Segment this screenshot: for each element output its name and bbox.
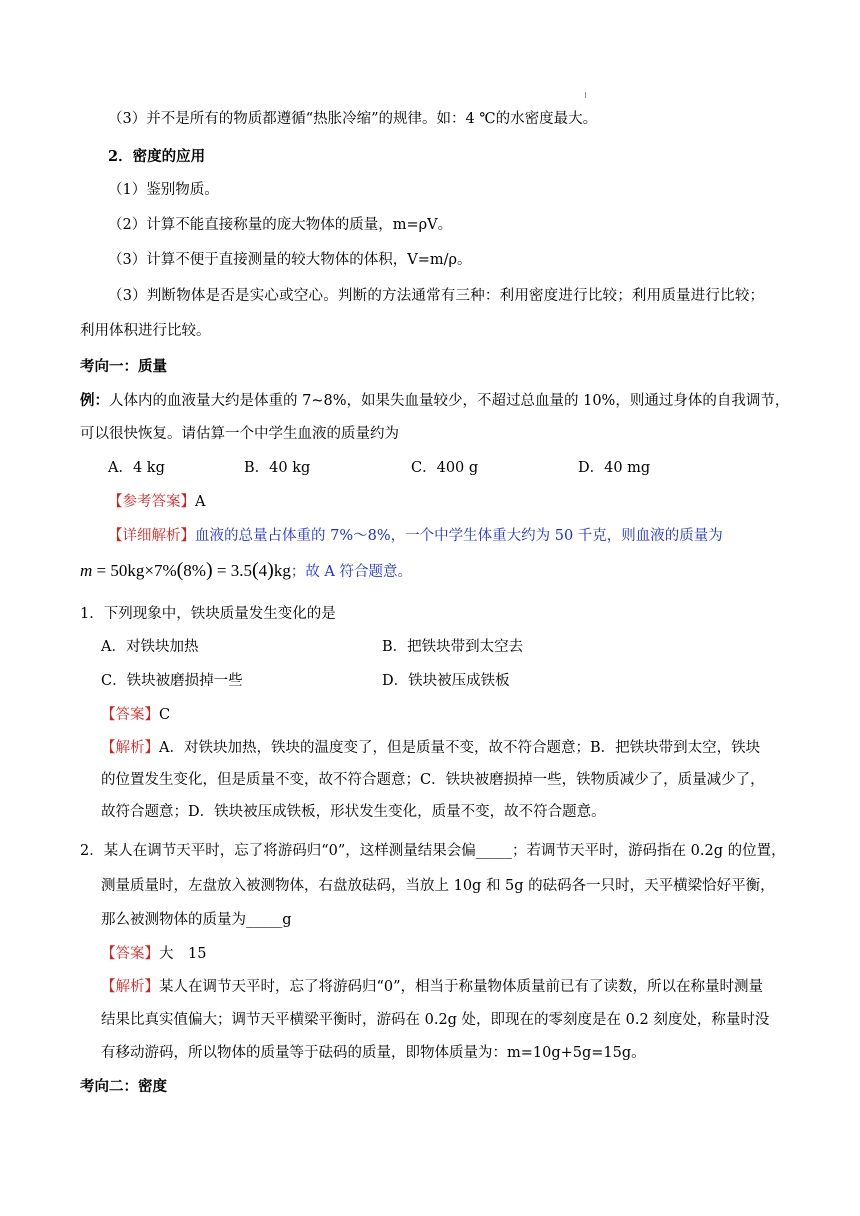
question-2-analysis-line-1 xyxy=(101,977,763,997)
question-1-stem: 1．下列现象中，铁块质量发生变化的是 xyxy=(80,606,336,622)
margin-mark xyxy=(585,92,586,98)
formula-tail: ；故 A 符合题意。 xyxy=(290,564,413,580)
thermal-note: （3）并不是所有的物质都遵循“热胀冷缩”的规律。如：4 ℃的水密度最大。 xyxy=(108,111,598,127)
question-1-analysis-line-2: 的位置发生变化，但是质量不变，故不符合题意；C．铁块被磨损掉一些，铁物质减少了，质量减少了， xyxy=(101,772,765,788)
application-item-1: （1）鉴别物质。 xyxy=(108,182,219,198)
example-option-a: A．4 kg xyxy=(108,460,165,476)
question-2-analysis-line-3: 有移动游码，所以物体的质量等于砝码的质量，即物体质量为：m=10g+5g=15g。 xyxy=(101,1045,646,1061)
example-label: 例： xyxy=(80,392,109,409)
question-2-analysis-line-2: 结果比真实值偏大；调节天平横梁平衡时，游码在 0.2g 处，即现在的零刻度是在 0.2 刻度处，称量时没 xyxy=(101,1012,770,1028)
question-2-stem-line-1: 2．某人在调节天平时，忘了将游码归“0”，这样测量结果会偏_____；若调节天平时，游码指在 0.2g 的位置， xyxy=(80,843,786,859)
detailed-analysis-line-1 xyxy=(108,526,723,546)
question-1-option-d: D．铁块被压成铁板 xyxy=(382,673,510,689)
reference-answer xyxy=(108,492,205,512)
question-1-option-c: C．铁块被磨损掉一些 xyxy=(101,673,243,689)
question-2-analysis-text-1: 某人在调节天平时，忘了将游码归“0”，相当于称量物体质量前已有了读数，所以在称量时测量 xyxy=(159,979,764,995)
reference-answer-label: 【参考答案】 xyxy=(108,494,195,510)
detailed-analysis-formula-line xyxy=(80,560,412,582)
question-1-analysis-text-1: A．对铁块加热，铁块的温度变了，但是质量不变，故不符合题意；B．把铁块带到太空，铁块 xyxy=(159,740,761,756)
section-heading-density-applications: 2．密度的应用 xyxy=(108,148,206,165)
question-1-option-a: A．对铁块加热 xyxy=(101,639,199,655)
topic-title-density: 考向二：密度 xyxy=(80,1078,167,1095)
question-1-answer xyxy=(101,705,170,725)
example-line-1 xyxy=(80,391,789,411)
application-item-4-line2: 利用体积进行比较。 xyxy=(80,323,211,339)
question-2-answer-label: 【答案】 xyxy=(101,946,159,962)
application-item-3: （3）计算不便于直接测量的较大物体的体积，V=m/ρ。 xyxy=(108,252,472,268)
question-1-answer-value: C xyxy=(159,707,171,723)
question-2-answer-value: 大 15 xyxy=(159,946,207,962)
detailed-analysis-label: 【详细解析】 xyxy=(108,528,195,544)
question-2-analysis-label: 【解析】 xyxy=(101,979,159,995)
example-line-2: 可以很快恢复。请估算一个中学生血液的质量约为 xyxy=(80,426,399,442)
application-item-4-line1: （3）判断物体是否是实心或空心。判断的方法通常有三种：利用密度进行比较；利用质量进行比较； xyxy=(108,288,765,304)
question-1-analysis-label: 【解析】 xyxy=(101,740,159,756)
detailed-analysis-text: 血液的总量占体重的 7%～8%，一个中学生体重大约为 50 千克，则血液的质量为 xyxy=(195,528,723,544)
question-1-analysis-line-1 xyxy=(101,738,760,758)
question-1-answer-label: 【答案】 xyxy=(101,707,159,723)
example-text-1: 人体内的血液量大约是体重的 7~8%，如果失血量较少，不超过总血量的 10%，则通过身体的自我调节， xyxy=(109,393,790,409)
mass-formula: m = 50kg×7%(8%) = 3.5(4)kg xyxy=(80,559,291,581)
example-option-b: B．40 kg xyxy=(244,460,311,476)
reference-answer-value: A xyxy=(195,494,206,510)
question-1-option-b: B．把铁块带到太空去 xyxy=(382,639,524,655)
question-1-analysis-line-3: 故符合题意；D．铁块被压成铁板，形状发生变化，质量不变，故不符合题意。 xyxy=(101,804,606,820)
example-option-c: C．400 g xyxy=(411,460,479,476)
question-2-stem-line-2: 测量质量时，左盘放入被测物体，右盘放砝码，当放上 10g 和 5g 的砝码各一只时，天平横梁恰好平衡， xyxy=(101,878,775,894)
question-2-answer xyxy=(101,944,206,964)
question-2-stem-line-3: 那么被测物体的质量为_____g xyxy=(101,912,292,928)
example-option-d: D．40 mg xyxy=(578,460,651,476)
topic-title-mass: 考向一：质量 xyxy=(80,358,167,375)
application-item-2: （2）计算不能直接称量的庞大物体的质量，m=ρV。 xyxy=(108,217,453,233)
